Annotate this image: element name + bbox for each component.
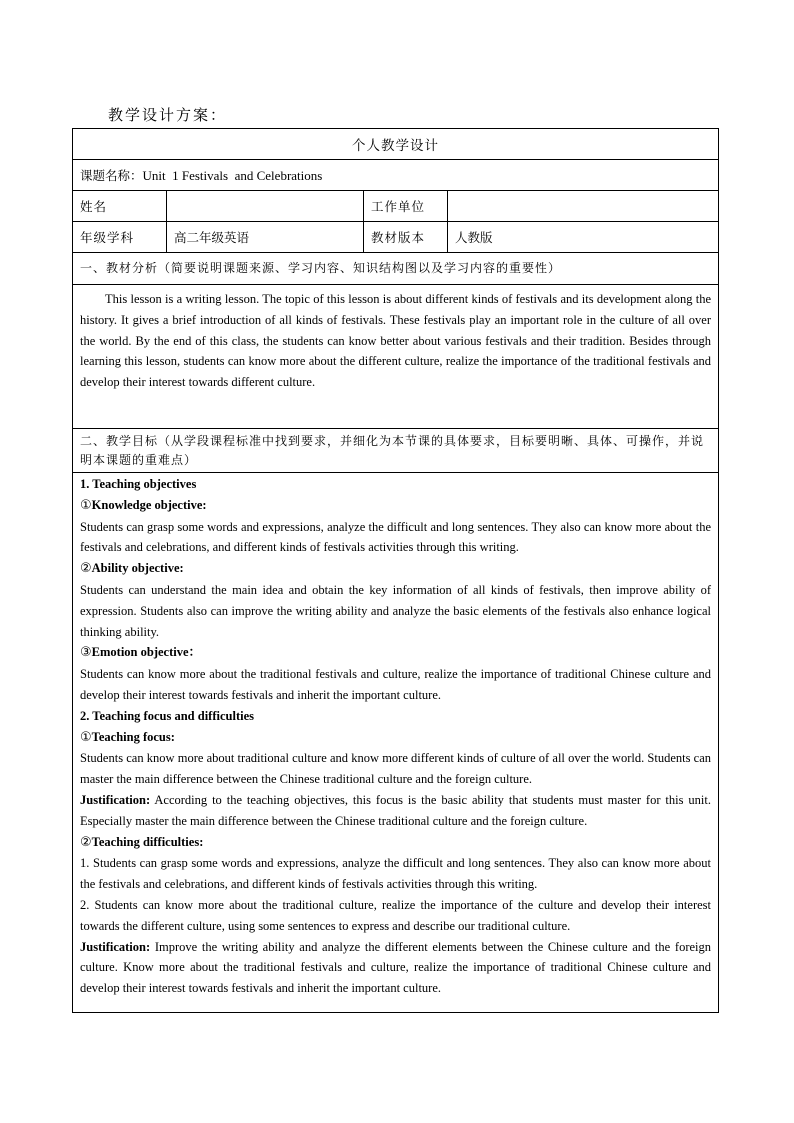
knowledge-text: Students can grasp some words and expressions, analyze the difficult and long sentences. They also can know more about the festivals and celebrations, and different kinds of festivals activities through this writing. <box>80 519 711 555</box>
name-row <box>73 191 719 222</box>
knowledge-mark: ① <box>80 497 92 513</box>
work-unit-label: 工作单位 <box>364 191 448 222</box>
course-row <box>73 160 719 191</box>
section1-heading-row <box>73 253 719 285</box>
focus-title: 2. Teaching focus and difficulties <box>80 708 254 723</box>
difficulties-justification <box>80 937 711 999</box>
emotion-text: Students can know more about the traditional festivals and culture, realize the importance of traditional Chinese culture and develop their interest towards festivals and inherit the important culture. <box>80 667 711 702</box>
difficulty-2: 2. Students can know more about the traditional culture, realize the importance of the culture and develop their interest towards the different culture, using some sentences to express and describe our traditional culture. <box>80 897 711 933</box>
focus-sub: Teaching focus: <box>91 729 175 744</box>
name-value <box>167 191 364 222</box>
difficulties-heading <box>80 832 711 854</box>
difficulties-justification-text: Improve the writing ability and analyze the different elements between the Chinese culture and the foreign culture. Know more about the traditional festivals and culture, realize the importance of traditional Chinese culture and develop their interest towards festivals and inherit the important culture. <box>80 939 711 996</box>
table-title-row <box>73 129 719 160</box>
difficulties-mark: ② <box>80 834 92 850</box>
grade-row <box>73 222 719 253</box>
section2-body-row <box>73 473 719 1013</box>
emotion-mark: ③ <box>80 645 92 661</box>
knowledge-title: Knowledge objective: <box>91 497 207 512</box>
section2-body <box>73 473 719 1013</box>
name-label: 姓名 <box>73 191 167 222</box>
focus-mark: ① <box>80 729 92 745</box>
difficulties-justification-label: Justification: <box>80 939 151 954</box>
lesson-plan-table <box>72 128 719 1013</box>
course-label: 课题名称： <box>80 168 143 183</box>
focus-justification <box>80 790 711 832</box>
difficulty-1: 1. Students can grasp some words and expressions, analyze the difficult and long sentences. They also can know more about the festivals and celebrations, and different kinds of festivals activities through this writing. <box>80 856 711 892</box>
focus-justification-text: According to the teaching objectives, this focus is the basic ability that students must master for this unit. Especially master the main difference between the Chinese traditional culture and the foreign culture. <box>80 792 711 828</box>
course-cell <box>73 160 719 191</box>
textbook-edition-label: 教材版本 <box>364 222 448 253</box>
section1-body <box>73 285 719 429</box>
ability-title: Ability objective: <box>91 561 184 576</box>
section1-text: This lesson is a writing lesson. The topic of this lesson is about different kinds of festivals and its development along the history. It gives a brief introduction of all kinds of festivals. These festivals play an important role in the culture of all over the world. By the end of this class, the students can know better about various festivals and their tradition. Besides through learning this lesson, students can know more about the different culture, realize the importance of the traditional festivals and develop their interest towards different culture. <box>80 292 711 390</box>
ability-text: Students can understand the main idea and obtain the key information of all kinds of festivals, then improve ability of expression. Students also can improve the writing ability and analyze the basic elements of the festivals also enhance logical thinking ability. <box>80 582 711 639</box>
focus-justification-label: Justification: <box>80 792 151 807</box>
objectives-title: 1. Teaching objectives <box>80 477 197 491</box>
emotion-title: Emotion objective： <box>91 645 202 660</box>
section1-body-row <box>73 285 719 429</box>
work-unit-value <box>448 191 719 222</box>
section1-heading: 一、教材分析（简要说明课题来源、学习内容、知识结构图以及学习内容的重要性） <box>73 253 719 285</box>
table-title: 个人教学设计 <box>73 129 719 160</box>
section2-heading-row <box>73 429 719 473</box>
grade-subject-label: 年级学科 <box>73 222 167 253</box>
section2-heading: 二、教学目标（从学段课程标准中找到要求，并细化为本节课的具体要求，目标要明晰、具体、可操作，并说明本课题的重难点） <box>73 429 719 473</box>
difficulties-sub: Teaching difficulties: <box>91 834 204 849</box>
focus-heading <box>80 727 711 749</box>
textbook-edition-value: 人教版 <box>448 222 719 253</box>
ability-heading <box>80 558 711 580</box>
focus-text: Students can know more about traditional culture and know more different kinds of culture of all over the world. Students can master the main difference between the Chinese traditional culture and the foreign culture. <box>80 751 711 787</box>
knowledge-heading <box>80 495 711 517</box>
emotion-heading <box>80 642 711 664</box>
grade-subject-value: 高二年级英语 <box>167 222 364 253</box>
ability-mark: ② <box>80 561 92 577</box>
page-heading: 教学设计方案： <box>108 106 228 124</box>
course-value: Unit 1 Festivals and Celebrations <box>142 168 323 183</box>
